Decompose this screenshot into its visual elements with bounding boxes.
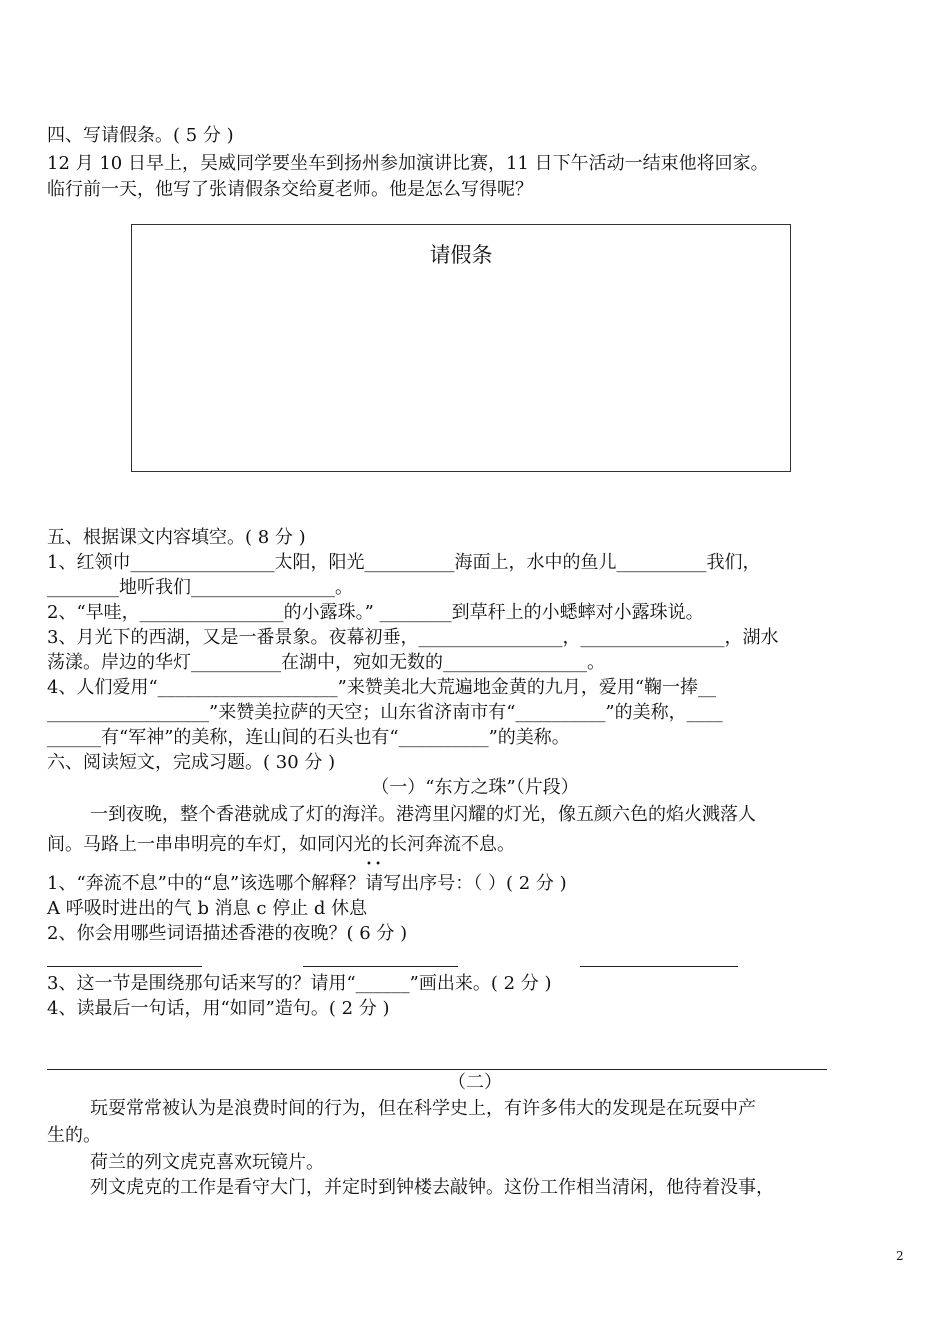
- passage-1-line-1: 一到夜晚，整个香港就成了灯的海洋。港湾里闪耀的灯光，像五颜六色的焰火溅落人: [90, 804, 756, 825]
- leave-note-answer-box[interactable]: [131, 224, 791, 472]
- fill-line: ______有“军神”的美称，连山间的石头也有“__________”的美称。: [47, 727, 570, 748]
- answer-line[interactable]: [47, 966, 202, 967]
- fill-line: 4、人们爱用“____________________”来赞美北大荒遍地金黄的九月，爱用“鞠一捧__: [47, 677, 717, 698]
- question-1-options: A 呼吸时进出的气 b 消息 c 停止 d 休息: [47, 898, 368, 919]
- fill-line: 2、“早哇，________________的小露珠。” ________到草秆上的小蟋蟀对小露珠说。: [47, 602, 704, 623]
- section-5-heading: 五、根据课文内容填空。( 8 分 ): [47, 527, 306, 548]
- answer-line[interactable]: [303, 966, 458, 967]
- section-4-prompt-line-2: 临行前一天，他写了张请假条交给夏老师。他是怎么写得呢？: [47, 179, 533, 200]
- sentence-answer-line[interactable]: [47, 1069, 827, 1070]
- fill-line: ________地听我们________________。: [47, 577, 353, 598]
- passage-2-line-2: 生的。: [47, 1125, 101, 1146]
- section-4-prompt-line-1: 12 月 10 日早上，吴威同学要坐车到扬州参加演讲比赛，11 日下午活动一结束他将回家。: [47, 153, 769, 174]
- passage-2-title: （二）: [448, 1072, 502, 1093]
- section-6-heading: 六、阅读短文，完成习题。( 30 分 ): [47, 752, 336, 773]
- passage-2-line-1: 玩耍常常被认为是浪费时间的行为，但在科学史上，有许多伟大的发现是在玩耍中产: [90, 1098, 756, 1119]
- answer-line[interactable]: [580, 966, 738, 967]
- passage-1-title: （一）“东方之珠”（片段）: [371, 777, 579, 798]
- fill-line: 荡漾。岸边的华灯__________在湖中，宛如无数的________________。: [47, 652, 605, 673]
- leave-note-title: 请假条: [429, 243, 493, 267]
- question-1: 1、“奔流不息”中的“息”该选哪个解释？请写出序号：（ ）( 2 分 ): [47, 873, 567, 894]
- question-4: 4、读最后一句话，用“如同”造句。( 2 分 ): [47, 998, 390, 1019]
- section-4-heading: 四、写请假条。( 5 分 ): [47, 125, 234, 146]
- question-3: 3、这一节是围绕那句话来写的？请用“______”画出来。( 2 分 ): [47, 973, 552, 994]
- page-number: 2: [896, 1249, 904, 1263]
- passage-1-line-2: 间。马路上一串串明亮的车灯，如同闪光的长河奔流不息。: [47, 834, 515, 855]
- fill-line: 3、月光下的西湖，又是一番景象。夜幕初垂，________________，________________，湖水: [47, 627, 779, 648]
- fill-line: __________________”来赞美拉萨的天空；山东省济南市有“__________”的美称，____: [47, 702, 723, 723]
- emphasis-dots: • •: [366, 859, 381, 870]
- question-2: 2、你会用哪些词语描述香港的夜晚？( 6 分 ): [47, 923, 408, 944]
- passage-2-paragraph-2: 荷兰的列文虎克喜欢玩镜片。: [90, 1152, 324, 1173]
- fill-line: 1、红领巾________________太阳，阳光__________海面上，水中的鱼儿__________我们，: [47, 552, 761, 573]
- passage-2-paragraph-3: 列文虎克的工作是看守大门，并定时到钟楼去敲钟。这份工作相当清闲，他待着没事，: [90, 1177, 774, 1198]
